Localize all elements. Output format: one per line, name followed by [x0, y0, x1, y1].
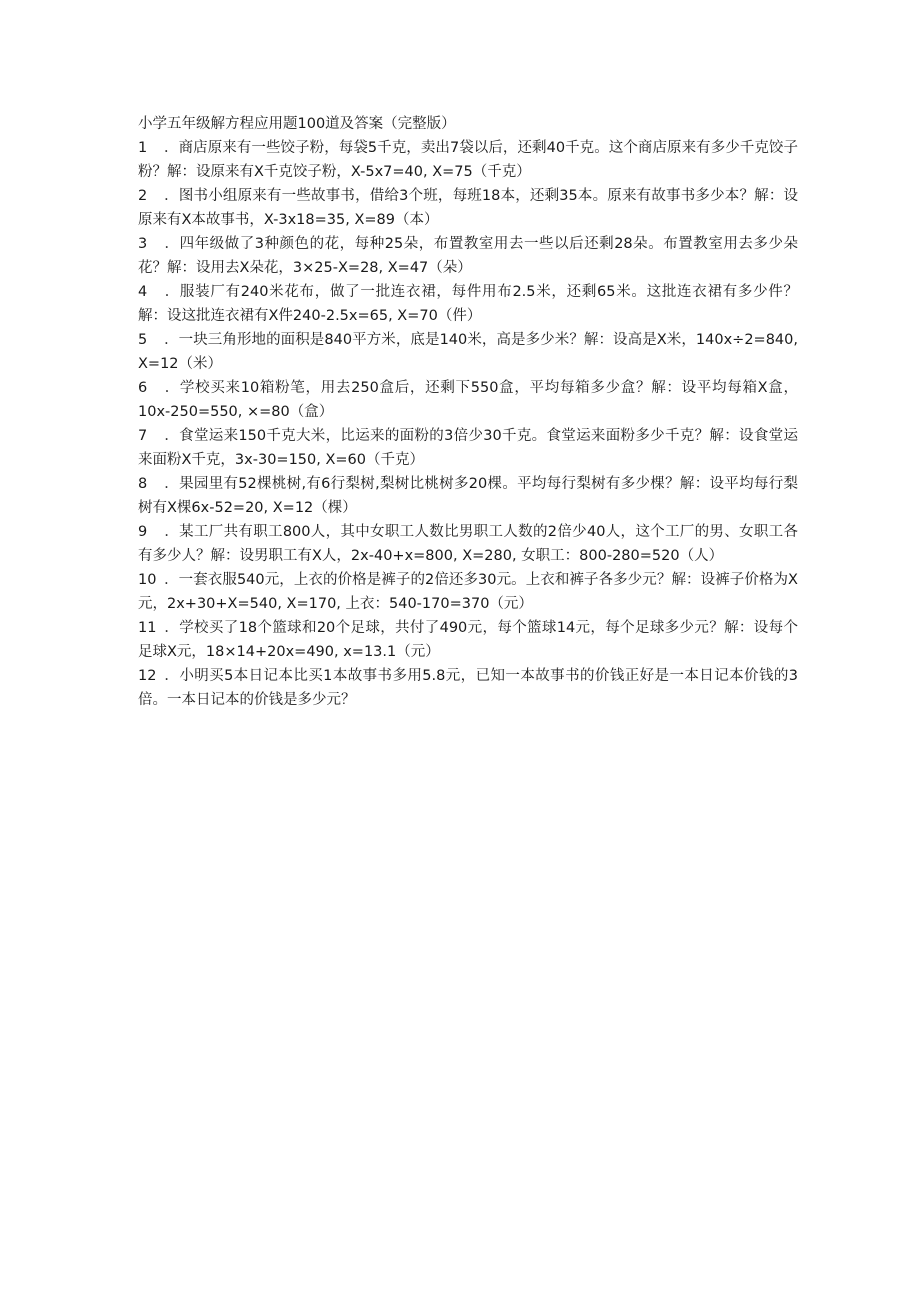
problem-text: ．某工厂共有职工800人，其中女职工人数比男职工人数的2倍少40人，这个工厂的男、女职工各有多少人？解：设男职工有X人，2x-40+x=800, X=280, 女职工：800-280=520（人） — [138, 524, 798, 564]
problem-text: ．食堂运来150千克大米，比运来的面粉的3倍少30千克。食堂运来面粉多少千克？解：设食堂运来面粉X千克，3x-30=150, X=60（千克） — [138, 428, 798, 468]
problem-text: ．学校买了18个篮球和20个足球，共付了490元，每个篮球14元，每个足球多少元？解：设每个足球X元，18×14+20x=490, x=13.1（元） — [138, 620, 798, 660]
problem-text: ．商店原来有一些饺子粉，每袋5千克，卖出7袋以后，还剩40千克。这个商店原来有多少千克饺子粉？解：设原来有X千克饺子粉，X-5x7=40, X=75（千克） — [138, 140, 798, 180]
problem-text: ．小明买5本日记本比买1本故事书多用5.8元，已知一本故事书的价钱正好是一本日记本价钱的3倍。一本日记本的价钱是多少元？ — [138, 668, 798, 708]
problem-number: 7 — [138, 428, 148, 444]
problem-number: 10 — [138, 572, 157, 588]
problem-text: ．学校买来10箱粉笔，用去250盒后，还剩下550盒，平均每箱多少盒？解：设平均每箱X盒，10x-250=550, ×=80（盒） — [138, 380, 798, 420]
problem-number: 12 — [138, 668, 157, 684]
problem-number: 11 — [138, 620, 157, 636]
problem-item — [138, 424, 798, 472]
problem-item — [138, 616, 798, 664]
document-title: 小学五年级解方程应用题100道及答案（完整版） — [138, 116, 456, 132]
problem-item — [138, 328, 798, 376]
problem-item — [138, 472, 798, 520]
problem-text: ．一块三角形地的面积是840平方米，底是140米，高是多少米？解：设高是X米，140x÷2=840, X=12（米） — [138, 332, 798, 372]
problem-number: 6 — [138, 380, 148, 396]
problem-item — [138, 520, 798, 568]
problem-item — [138, 376, 798, 424]
problem-list — [138, 136, 798, 712]
problem-item — [138, 232, 798, 280]
problem-text: ．果园里有52棵桃树,有6行梨树,梨树比桃树多20棵。平均每行梨树有多少棵？解：设平均每行梨树有X棵6x-52=20, X=12（棵） — [138, 476, 798, 516]
problem-item — [138, 184, 798, 232]
problem-item — [138, 664, 798, 712]
problem-text: ．图书小组原来有一些故事书，借给3个班，每班18本，还剩35本。原来有故事书多少本？解：设原来有X本故事书，X-3x18=35, X=89（本） — [138, 188, 798, 228]
problem-text: ．四年级做了3种颜色的花，每种25朵，布置教室用去一些以后还剩28朵。布置教室用去多少朵花？解：设用去X朵花，3×25-X=28, X=47（朵） — [138, 236, 798, 276]
problem-number: 5 — [138, 332, 148, 348]
problem-number: 4 — [138, 284, 148, 300]
document-page — [138, 112, 798, 712]
problem-item — [138, 280, 798, 328]
problem-item — [138, 136, 798, 184]
problem-number: 1 — [138, 140, 148, 156]
problem-number: 9 — [138, 524, 148, 540]
problem-item — [138, 568, 798, 616]
problem-number: 8 — [138, 476, 148, 492]
problem-text: ．一套衣服540元，上衣的价格是裤子的2倍还多30元。上衣和裤子各多少元？解：设裤子价格为X元，2x+30+X=540, X=170, 上衣：540-170=370（元） — [138, 572, 798, 612]
problem-number: 3 — [138, 236, 148, 252]
problem-text: ．服装厂有240米花布，做了一批连衣裙，每件用布2.5米，还剩65米。这批连衣裙有多少件？解：设这批连衣裙有X件240-2.5x=65, X=70（件） — [138, 284, 798, 324]
problem-number: 2 — [138, 188, 148, 204]
